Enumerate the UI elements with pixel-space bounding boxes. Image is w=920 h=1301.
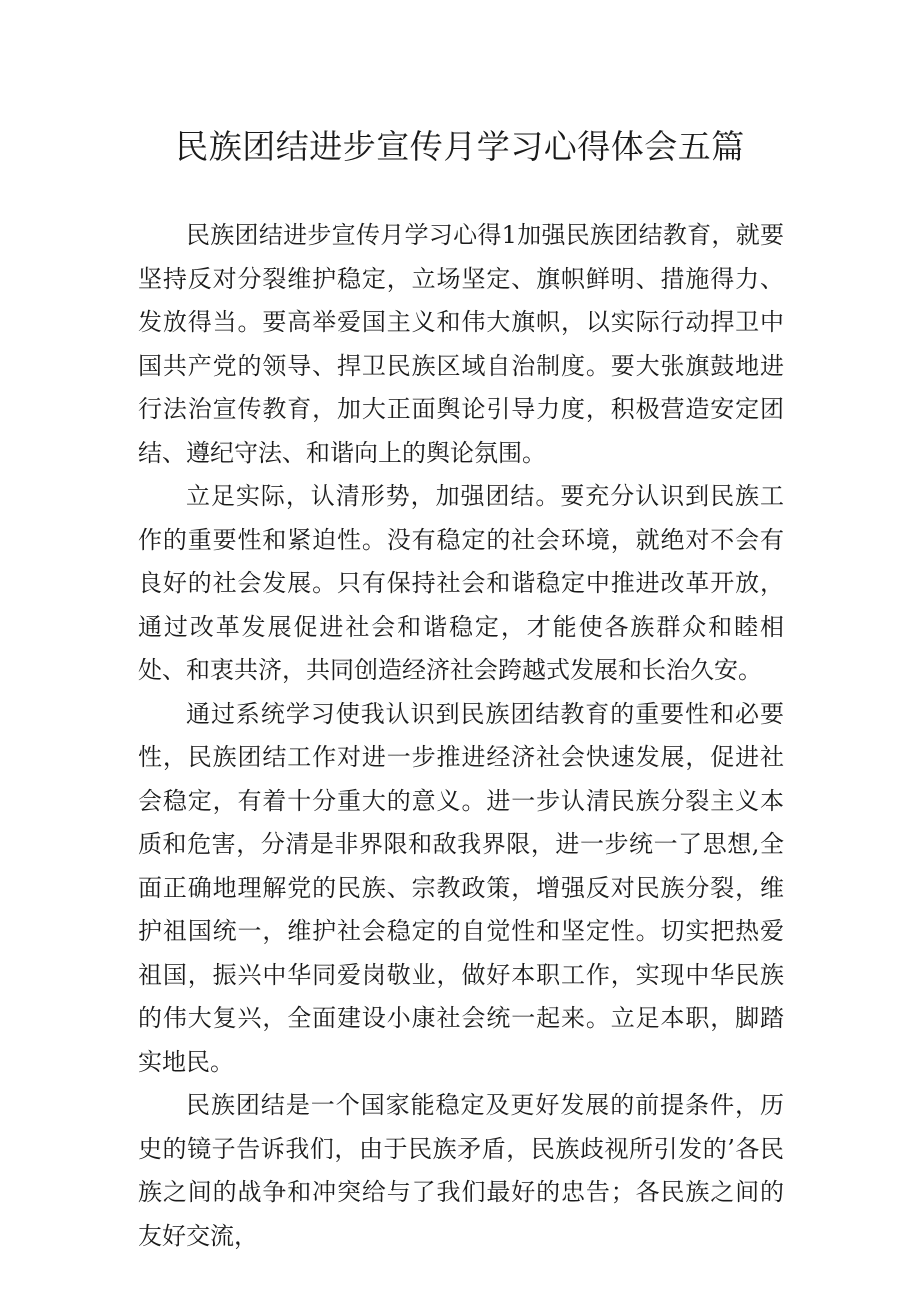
paragraph-1: 民族团结进步宣传月学习心得1加强民族团结教育，就要坚持反对分裂维护稳定，立场坚定、旗帜鲜明、措施得力、发放得当。要高举爱国主义和伟大旗帜，以实际行动捍卫中国共产党的领导、捍卫民族区域自治制度。要大张旗鼓地进行法治宣传教育，加大正面舆论引导力度，积极营造安定团结、遵纪守法、和谐向上的舆论氛围。 [138,221,784,467]
paragraph-2: 立足实际，认清形势，加强团结。要充分认识到民族工作的重要性和紧迫性。没有稳定的社会环境，就绝对不会有良好的社会发展。只有保持社会和谐稳定中推进改革开放，通过改革发展促进社会和谐稳定，才能使各族群众和睦相处、和衷共济，共同创造经济社会跨越式发展和长治久安。 [138,482,784,684]
document-title: 民族团结进步宣传月学习心得体会五篇 [175,127,745,166]
document-body [138,214,784,1258]
paragraph-4: 民族团结是一个国家能稳定及更好发展的前提条件，历史的镜子告诉我们，由于民族矛盾，民族歧视所引发的’各民族之间的战争和冲突给与了我们最好的忠告；各民族之间的友好交流， [138,1091,784,1250]
paragraph-3: 通过系统学习使我认识到民族团结教育的重要性和必要性，民族团结工作对进一步推进经济社会快速发展，促进社会稳定，有着十分重大的意义。进一步认清民族分裂主义本质和危害，分清是非界限和敌我界限，进一步统一了思想,全面正确地理解党的民族、宗教政策，增强反对民族分裂，维护祖国统一，维护社会稳定的自觉性和坚定性。切实把热爱祖国，振兴中华同爱岗敬业，做好本职工作，实现中华民族的伟大复兴，全面建设小康社会统一起来。立足本职，脚踏实地民。 [138,699,784,1076]
